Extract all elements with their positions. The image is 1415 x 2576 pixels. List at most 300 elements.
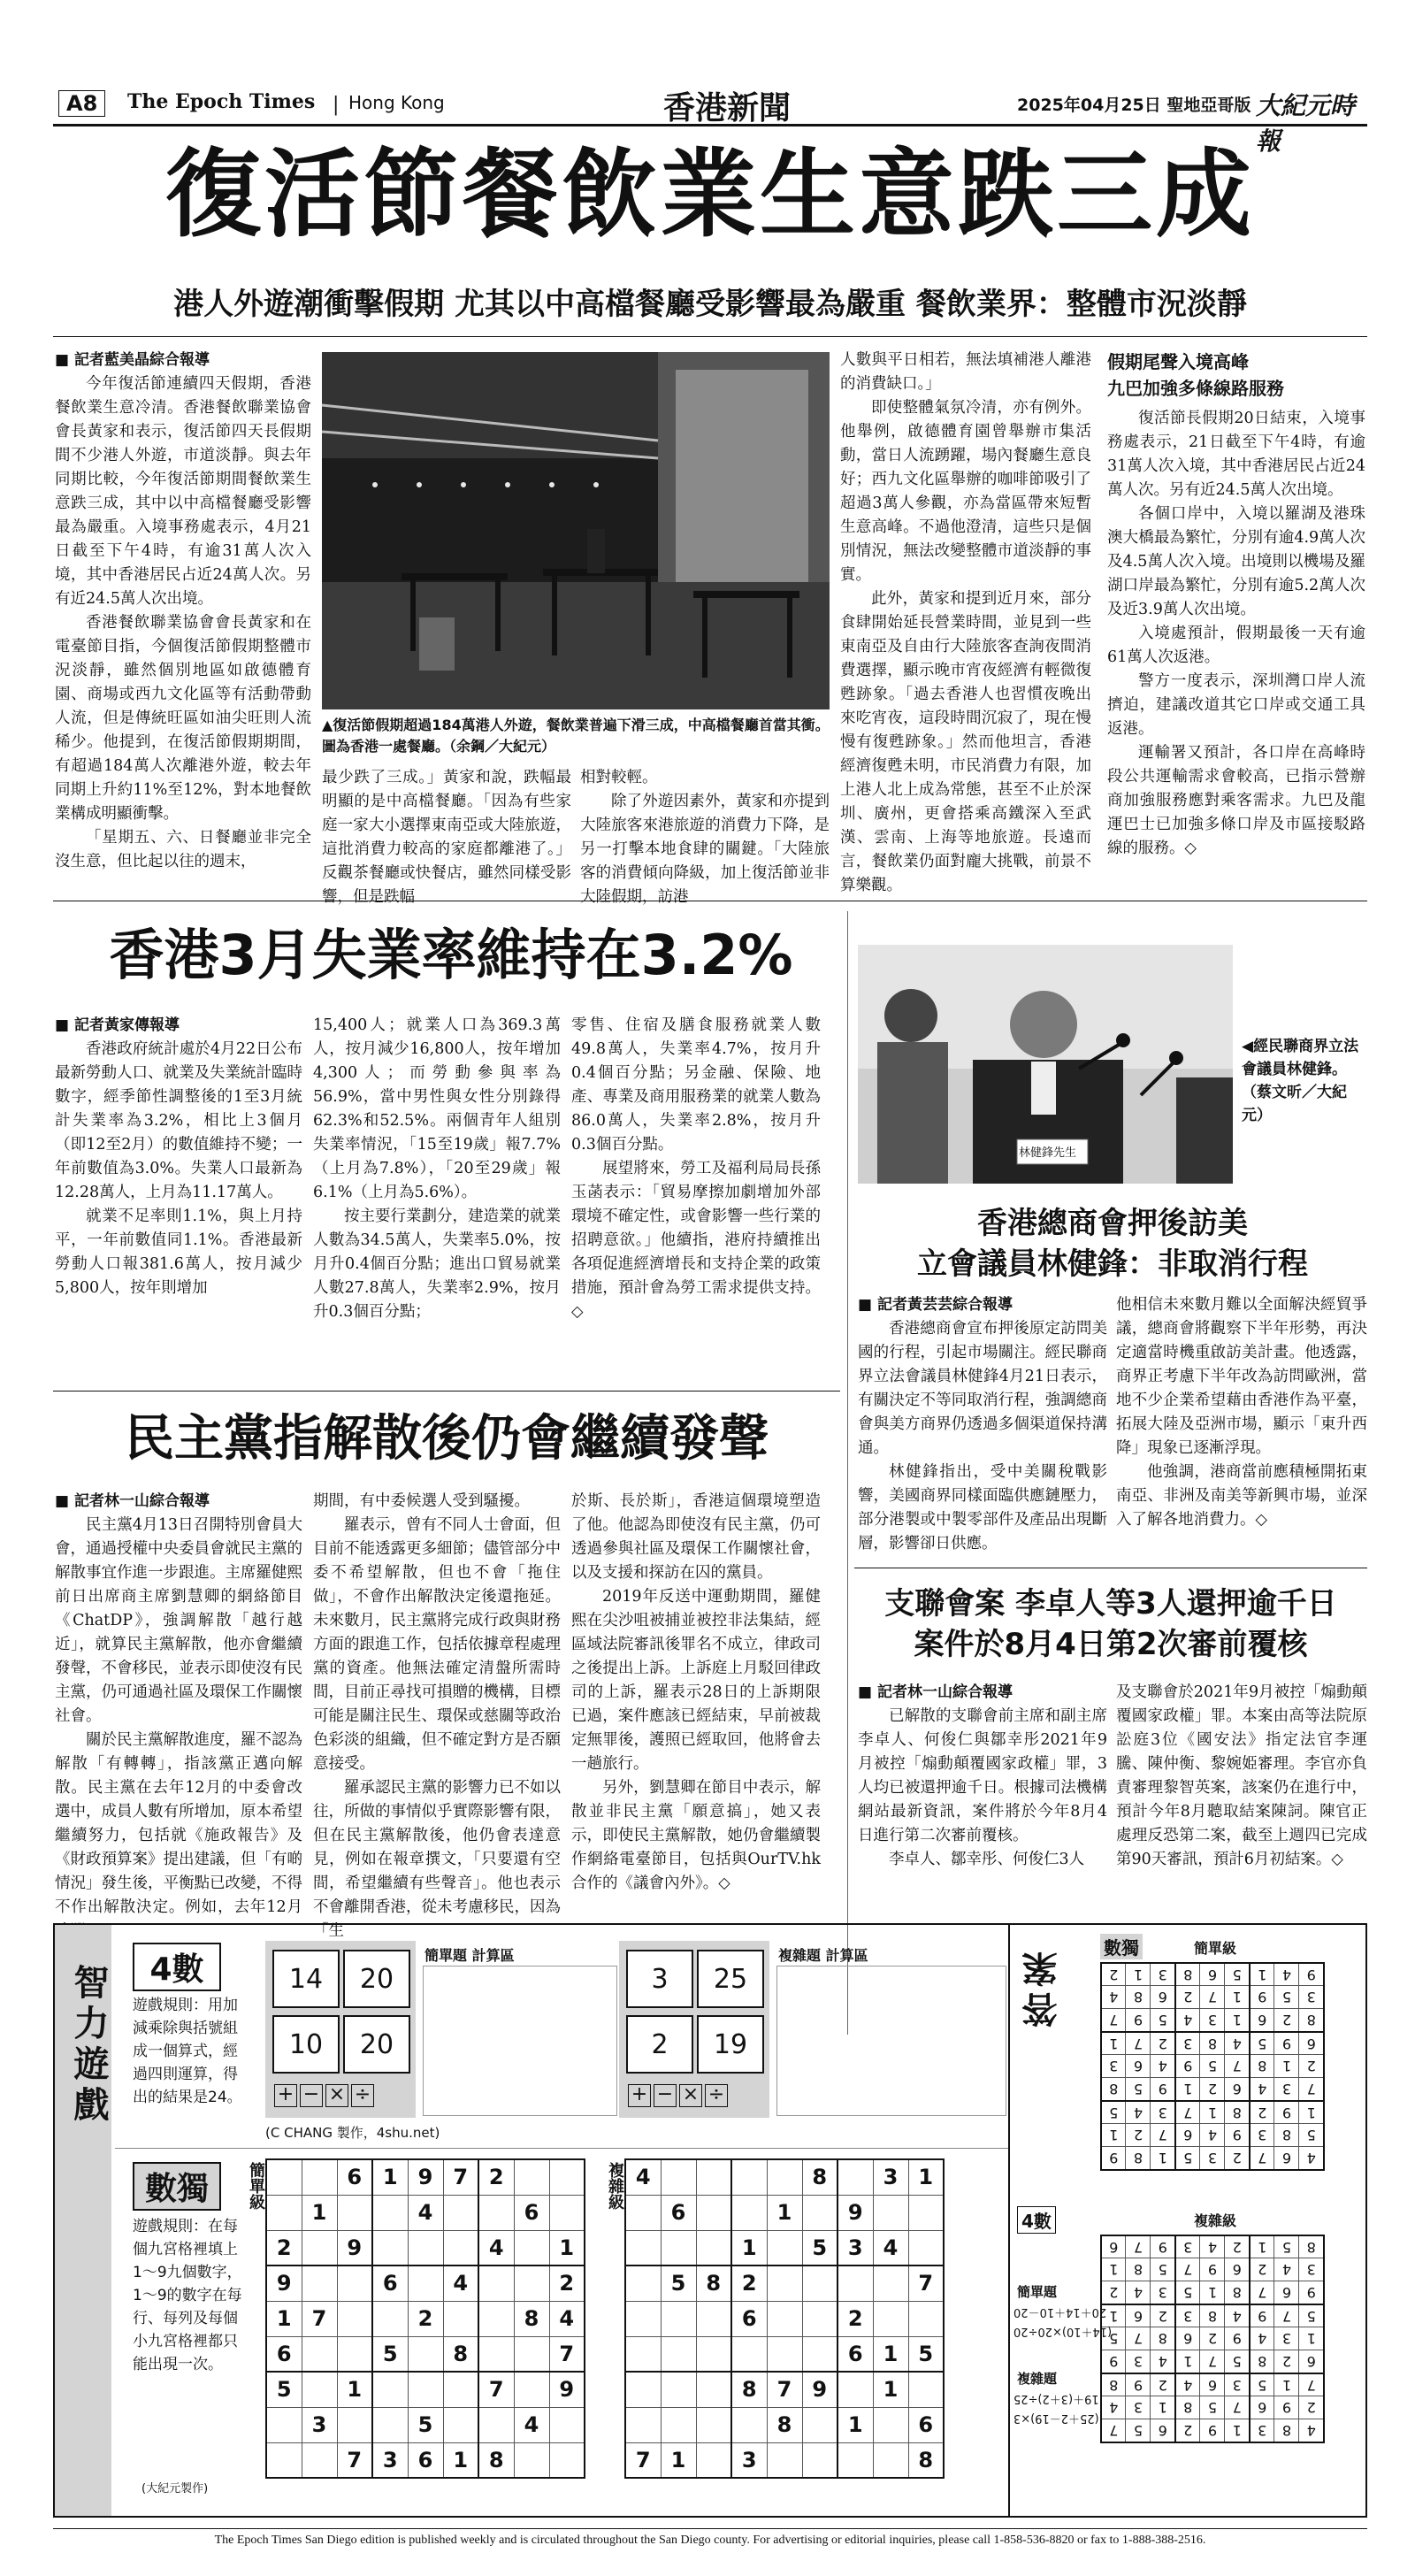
grid-cell: 5: [372, 2336, 408, 2372]
grid-cell: 5: [1126, 2078, 1151, 2101]
grid-cell: 3: [1299, 1986, 1324, 2009]
grid-cell: 1: [1175, 2078, 1200, 2101]
story1-text-4: 人數與平日相若，無法填補港人離港的消費缺口。」 即使整體氣氛冷清，亦有例外。他舉例，啟德體育園曾舉辦市集活動，當日人流踴躍，場內餐廳生意良好；西九文化區舉辦的咖啡節吸引了超過3萬人參觀，亦為當區帶來短暫生意高峰。不過他澄清，這些只是個別情況，無法改變整體市道淡靜的事實。 此外，黃家和提到近月來，部分食肆開始延長營業時間，並見到一些東南亞及自由行大陸旅客查詢夜間消費選擇，顯示晚市宵夜經濟有輕微復甦跡象。「過去香港人也習慣夜晚出來吃宵夜，這段時間沉寂了，現在慢慢有復甦跡象。」然而他坦言，香港經濟復甦未明，市民消費力有限，加上港人北上成為常態，甚至不止於深圳、廣州，更會搭乘高鐵深入至武漢、雲南、上海等地旅遊。長遠而言，餐飲業仍面對龐大挑戰，前景不算樂觀。: [840, 351, 1091, 894]
grid-cell: 5: [1299, 2304, 1324, 2327]
grid-cell: 4: [1200, 2235, 1225, 2258]
grid-cell: 7: [1101, 2009, 1126, 2032]
grid-cell[interactable]: [372, 2230, 408, 2266]
grid-cell[interactable]: [661, 2407, 696, 2442]
grid-row: [1101, 2281, 1324, 2304]
grid-cell[interactable]: [731, 2336, 767, 2372]
grid-cell: 3: [1126, 2396, 1151, 2419]
grid-cell[interactable]: [767, 2301, 802, 2336]
hard-calc-label: 複雜題 計算區: [778, 1947, 868, 1964]
grid-cell: 1: [731, 2230, 767, 2266]
grid-cell: 3: [1126, 2350, 1151, 2373]
grid-cell[interactable]: [767, 2336, 802, 2372]
grid-cell[interactable]: [661, 2336, 696, 2372]
answer-hard-grid: [1100, 2235, 1325, 2443]
story1-headline: 復活節餐飲業生意跌三成: [164, 139, 1255, 250]
grid-cell[interactable]: [266, 2195, 302, 2230]
grid-cell: 7: [1299, 2078, 1324, 2101]
grid-cell[interactable]: [731, 2195, 767, 2230]
grid-cell: 2: [1101, 1963, 1126, 1986]
grid-cell[interactable]: [408, 2230, 443, 2266]
grid-cell: 1: [1274, 2055, 1299, 2078]
grid-cell: 2: [1250, 2101, 1274, 2124]
grid-cell[interactable]: [908, 2301, 944, 2336]
grid-row: [625, 2266, 944, 2301]
grid-cell[interactable]: [625, 2336, 661, 2372]
grid-cell: 6: [514, 2195, 549, 2230]
grid-cell: 7: [302, 2301, 337, 2336]
grid-cell: 6: [1126, 2055, 1151, 2078]
grid-cell: 4: [1126, 2281, 1151, 2304]
grid-cell: 7: [767, 2372, 802, 2407]
ans-sudoku-label: 數獨: [1100, 1934, 1143, 1959]
grid-cell: 6: [1175, 2327, 1200, 2350]
grid-cell: 5: [1101, 2327, 1126, 2350]
grid-cell: 1: [1151, 2147, 1175, 2170]
grid-cell: 8: [1175, 1963, 1200, 1986]
grid-cell: 3: [1101, 2055, 1126, 2078]
grid-cell: 3: [1274, 2327, 1299, 2350]
grid-cell[interactable]: [443, 2407, 478, 2442]
grid-cell: 5: [1274, 1986, 1299, 2009]
grid-cell[interactable]: [661, 2159, 696, 2195]
page-number: A8: [58, 90, 105, 117]
grid-cell: 8: [1274, 2419, 1299, 2442]
times-icon: ×: [679, 2084, 702, 2107]
grid-cell: 3: [302, 2407, 337, 2442]
grid-row: [266, 2159, 585, 2195]
answer-easy-grid: [1100, 1962, 1325, 2171]
grid-cell[interactable]: [514, 2372, 549, 2407]
story1-subhead-rule: [53, 336, 1367, 337]
grid-cell: 6: [1200, 2373, 1225, 2396]
grid-cell[interactable]: [549, 2442, 585, 2478]
grid-cell[interactable]: [908, 2195, 944, 2230]
grid-cell: 2: [1175, 1986, 1200, 2009]
sudoku-rules: 遊戲規則：在每個九宮格裡填上1～9九個數字，1～9的數字在每行、每列及每個小九宮格裡都只能出現一次。: [133, 2218, 242, 2373]
grid-cell: 2: [1225, 2147, 1250, 2170]
story3-col1: [858, 1293, 1107, 1559]
grid-cell: 2: [478, 2159, 514, 2195]
story5-text-1: 已解散的支聯會前主席和副主席李卓人、何俊仁與鄒幸彤2021年9月被控「煽動顛覆國家政權」罪，3人均已被還押逾千日。根據司法機構網站最新資訊，案件將於今年8月4日進行第二次審前覆核。 李卓人、鄒幸彤、何俊仁3人: [858, 1707, 1107, 1868]
grid-cell: 5: [1250, 2373, 1274, 2396]
grid-cell[interactable]: [696, 2372, 731, 2407]
story1-byline: ■ 記者藍美晶綜合報導: [55, 349, 311, 372]
story1-photo-caption: ▲復活節假期超過184萬港人外遊，餐飲業普遍下滑三成，中高檔餐廳首當其衝。圖為香港一處餐廳。（余鋼／大紀元）: [322, 717, 830, 755]
grid-row: [1101, 2147, 1324, 2170]
grid-cell: 7: [1126, 2235, 1151, 2258]
grid-cell[interactable]: [908, 2230, 944, 2266]
grid-cell: 4: [478, 2230, 514, 2266]
grid-cell: 1: [908, 2159, 944, 2195]
grid-cell[interactable]: [302, 2230, 337, 2266]
answer-label: 答案: [1022, 1946, 1063, 2028]
grid-cell[interactable]: [549, 2407, 585, 2442]
grid-cell[interactable]: [302, 2372, 337, 2407]
grid-cell[interactable]: [873, 2195, 908, 2230]
grid-cell[interactable]: [443, 2372, 478, 2407]
sudoku-credit: (大紀元製作): [142, 2482, 209, 2496]
grid-cell[interactable]: [661, 2230, 696, 2266]
grid-cell: 4: [443, 2266, 478, 2301]
grid-row: [1101, 2078, 1324, 2101]
story1-text-3: 相對較輕。 除了外遊因素外，黃家和亦提到大陸旅客來港旅遊的消費力下降，是另一打擊本地食肆的關鍵。「大陸旅客的消費傾向降級，加上復活節並非大陸假期，訪港: [580, 769, 830, 906]
grid-cell[interactable]: [302, 2336, 337, 2372]
grid-cell[interactable]: [802, 2266, 838, 2301]
grid-cell: 6: [372, 2266, 408, 2301]
grid-cell: 7: [1175, 2101, 1200, 2124]
easy-operators: [274, 2084, 377, 2107]
grid-cell[interactable]: [625, 2266, 661, 2301]
grid-cell: 6: [266, 2336, 302, 2372]
grid-cell: 2: [1299, 2055, 1324, 2078]
hard-number-3: 2: [626, 2015, 693, 2074]
grid-cell: 6: [1250, 2009, 1274, 2032]
grid-cell[interactable]: [873, 2407, 908, 2442]
grid-cell[interactable]: [337, 2407, 372, 2442]
grid-cell[interactable]: [372, 2195, 408, 2230]
grid-cell[interactable]: [514, 2336, 549, 2372]
grid-cell[interactable]: [408, 2372, 443, 2407]
plus-icon: +: [274, 2084, 297, 2107]
grid-cell: 2: [549, 2266, 585, 2301]
grid-cell[interactable]: [873, 2301, 908, 2336]
grid-cell: 2: [1200, 2327, 1225, 2350]
grid-cell: 8: [908, 2442, 944, 2478]
story2-byline: ■ 記者黃家傳報導: [55, 1014, 302, 1038]
grid-row: [266, 2407, 585, 2442]
grid-cell: 9: [408, 2159, 443, 2195]
grid-cell: 9: [1101, 2147, 1126, 2170]
grid-row: [266, 2195, 585, 2230]
grid-cell: 7: [478, 2372, 514, 2407]
grid-cell: 2: [1274, 2350, 1299, 2373]
puzzle-section-label: 智力遊戲: [68, 1964, 109, 2127]
masthead-name: The Epoch Times: [127, 90, 316, 113]
grid-cell[interactable]: [838, 2159, 873, 2195]
ans-four-easy-1: 20＋14＋10－20: [1013, 2305, 1107, 2319]
grid-cell: 5: [1175, 2147, 1200, 2170]
grid-cell: 6: [1225, 2258, 1250, 2281]
grid-cell[interactable]: [838, 2372, 873, 2407]
grid-cell[interactable]: [302, 2159, 337, 2195]
story3-photo: [858, 945, 1233, 1184]
grid-cell: 5: [1225, 1963, 1250, 1986]
grid-cell: 7: [1200, 2350, 1225, 2373]
grid-cell: 2: [1200, 2078, 1225, 2101]
grid-cell[interactable]: [873, 2442, 908, 2478]
grid-cell: 2: [266, 2230, 302, 2266]
grid-cell: 5: [661, 2266, 696, 2301]
grid-cell[interactable]: [802, 2195, 838, 2230]
sudoku-easy-grid[interactable]: [265, 2158, 585, 2479]
grid-cell[interactable]: [337, 2301, 372, 2336]
grid-cell: 4: [873, 2230, 908, 2266]
grid-cell[interactable]: [266, 2442, 302, 2478]
grid-row: [625, 2301, 944, 2336]
grid-row: [1101, 1963, 1324, 1986]
story4-text-2: 期間，有中委候選人受到騷擾。 羅表示，曾有不同人士會面，但目前不能透露更多細節；儘管部分中委不希望解散，但也不會「拖住做」，不會作出解散決定後還拖延。未來數月，民主黨將完成行政與財務方面的跟進工作，包括依據章程處理黨的資產。他無法確定清盤所需時間，目前正尋找可損贈的機構，目標可能是關注民生、環保或慈關等政治色彩淡的組織，但不確定對方是否願意接受。 羅承認民主黨的影響力已不如以往，所做的事情似乎實際影響有限，但在民主黨解散後，他仍會表達意見，例如在報章撰文，「只要還有空間，希望繼續有些聲音」。他也表示不會離開香港，從未考慮移民，因為「生: [313, 1492, 561, 1940]
grid-cell: 4: [1126, 2101, 1151, 2124]
ans-four-label: 4數: [1017, 2206, 1056, 2234]
grid-row: [1101, 2258, 1324, 2281]
grid-cell: 1: [1225, 2419, 1250, 2442]
grid-cell: 1: [1274, 2373, 1299, 2396]
grid-cell[interactable]: [908, 2372, 944, 2407]
hard-calc-area[interactable]: [776, 1966, 1006, 2116]
story4-text-1: 民主黨4月13日召開特別會員大會，通過授權中央委員會就民主黨的解散事宜作進一步跟進。主席羅健熙前日出席商主席劉慧卿的網絡節目《ChatDP》，強調解散「越行越近」，就算民主黨解散，他亦會繼續發聲，不會移民，並表示即使沒有民主黨，仍可通過社區及環保工作關懷社會。 關於民主黨解散進度，羅不認為解散「有轉轉」，指該黨正邁向解散。民主黨在去年12月的中委會改選中，成員人數有所增加，原本希望繼續努力，包括就《施政報告》及《財政預算案》提出建議，但「有啲情況」發生後，平衡點已改變，不得不作出解散決定。例如，去年12月: [55, 1516, 302, 1916]
grid-cell: 7: [1250, 2281, 1274, 2304]
grid-cell: 7: [337, 2442, 372, 2478]
grid-cell[interactable]: [696, 2407, 731, 2442]
grid-cell: 2: [408, 2301, 443, 2336]
grid-cell[interactable]: [625, 2195, 661, 2230]
grid-cell: 9: [1200, 2258, 1225, 2281]
story4-byline: ■ 記者林一山綜合報導: [55, 1490, 302, 1514]
puzzle-mid-rule: [115, 2148, 1008, 2149]
grid-cell: 3: [1200, 2009, 1225, 2032]
grid-cell: 1: [767, 2195, 802, 2230]
story4-headline: 民主黨指解散後仍會繼續發聲: [125, 1410, 769, 1468]
grid-cell[interactable]: [478, 2266, 514, 2301]
grid-cell: 1: [337, 2372, 372, 2407]
grid-cell: 6: [337, 2159, 372, 2195]
grid-cell: 4: [625, 2159, 661, 2195]
hard-number-2: 25: [697, 1950, 764, 2008]
easy-number-3: 10: [272, 2015, 340, 2074]
grid-cell: 8: [696, 2266, 731, 2301]
grid-cell[interactable]: [625, 2407, 661, 2442]
grid-cell: 5: [408, 2407, 443, 2442]
grid-cell[interactable]: [625, 2372, 661, 2407]
ans-four-easy-2: (14＋10)×20÷20: [1013, 2325, 1113, 2338]
grid-cell: 6: [661, 2195, 696, 2230]
grid-cell: 9: [1250, 1986, 1274, 2009]
grid-cell: 5: [908, 2336, 944, 2372]
grid-cell: 4: [1274, 1963, 1299, 1986]
divide-icon: ÷: [705, 2084, 728, 2107]
grid-cell[interactable]: [767, 2159, 802, 2195]
grid-cell: 5: [1151, 2009, 1175, 2032]
grid-cell: 9: [1126, 2373, 1151, 2396]
easy-calc-label: 簡單題 計算區: [424, 1947, 515, 1964]
grid-cell: 1: [302, 2195, 337, 2230]
footer-rule: [53, 2528, 1367, 2529]
header-rule: [53, 124, 1367, 126]
grid-cell: 1: [873, 2372, 908, 2407]
grid-cell: 7: [1299, 2373, 1324, 2396]
grid-cell[interactable]: [337, 2266, 372, 2301]
grid-cell[interactable]: [625, 2301, 661, 2336]
grid-row: [266, 2230, 585, 2266]
grid-cell: 4: [1151, 2055, 1175, 2078]
grid-row: [1101, 2032, 1324, 2055]
minus-icon: −: [300, 2084, 323, 2107]
grid-cell: 6: [1126, 2304, 1151, 2327]
grid-row: [625, 2195, 944, 2230]
grid-cell[interactable]: [514, 2159, 549, 2195]
grid-cell[interactable]: [337, 2195, 372, 2230]
story5-headline-2: 案件於8月4日第2次審前覆核: [914, 1627, 1308, 1662]
grid-cell[interactable]: [731, 2407, 767, 2442]
grid-cell[interactable]: [478, 2301, 514, 2336]
grid-cell[interactable]: [731, 2159, 767, 2195]
grid-cell[interactable]: [696, 2336, 731, 2372]
story5-headline-1: 支聯會案 李卓人等3人還押逾千日: [884, 1586, 1337, 1622]
grid-cell: 8: [731, 2372, 767, 2407]
grid-cell[interactable]: [696, 2301, 731, 2336]
grid-cell: 3: [1151, 2281, 1175, 2304]
grid-cell[interactable]: [514, 2442, 549, 2478]
grid-cell: 9: [1274, 2032, 1299, 2055]
grid-cell: 8: [443, 2336, 478, 2372]
grid-cell: 1: [1175, 2350, 1200, 2373]
grid-cell[interactable]: [549, 2159, 585, 2195]
grid-cell: 1: [266, 2301, 302, 2336]
grid-cell: 1: [549, 2230, 585, 2266]
grid-cell: 8: [802, 2159, 838, 2195]
grid-cell: 2: [1299, 2396, 1324, 2419]
grid-cell: 1: [838, 2407, 873, 2442]
grid-cell: 5: [1175, 2281, 1200, 2304]
sudoku-easy-label: 簡單級: [247, 2162, 265, 2210]
grid-cell: 6: [1299, 2032, 1324, 2055]
grid-cell[interactable]: [443, 2301, 478, 2336]
grid-cell[interactable]: [873, 2266, 908, 2301]
grid-cell: 1: [1225, 2009, 1250, 2032]
grid-cell: 9: [1225, 2124, 1250, 2147]
story5-text-2: 及支聯會於2021年9月被控「煽動顛覆國家政權」罪。本案由高等法院原訟庭3位《國安法》指定法官李運騰、陳仲衡、黎婉姫審理。李官亦負責審理黎智英案，該案仍在進行中，預計今年8月聽取結案陳詞。陳官正處理反恐第二案，截至上週四已完成第90天審訊，預計6月初結案。◇: [1116, 1683, 1367, 1868]
grid-cell: 8: [1225, 2101, 1250, 2124]
grid-cell: 8: [1175, 2396, 1200, 2419]
grid-cell: 1: [1151, 2396, 1175, 2419]
grid-cell[interactable]: [372, 2407, 408, 2442]
grid-cell[interactable]: [266, 2407, 302, 2442]
grid-cell[interactable]: [302, 2266, 337, 2301]
grid-cell: 7: [1175, 2258, 1200, 2281]
grid-cell: 9: [802, 2372, 838, 2407]
grid-cell[interactable]: [372, 2301, 408, 2336]
grid-cell[interactable]: [696, 2159, 731, 2195]
grid-cell[interactable]: [661, 2372, 696, 2407]
grid-cell: 8: [1250, 2055, 1274, 2078]
grid-cell[interactable]: [372, 2372, 408, 2407]
grid-cell: 6: [1250, 2396, 1274, 2419]
grid-cell[interactable]: [514, 2266, 549, 2301]
grid-cell: 3: [1274, 2078, 1299, 2101]
grid-cell: 2: [1274, 2009, 1299, 2032]
grid-cell[interactable]: [802, 2442, 838, 2478]
story1-subhead: 港人外遊潮衝擊假期 尤其以中高檔餐廳受影響最為嚴重 餐飲業界：整體市況淡靜: [173, 287, 1247, 322]
sudoku-hard-label: 複雜級: [606, 2162, 624, 2210]
sudoku-hard-grid[interactable]: [624, 2158, 945, 2479]
story2-headline: 香港3月失業率維持在3.2%: [109, 923, 793, 987]
ans-four-hard-label: 複雜題: [1017, 2371, 1058, 2387]
grid-cell[interactable]: [408, 2336, 443, 2372]
grid-cell: 1: [661, 2442, 696, 2478]
divide-icon: ÷: [351, 2084, 374, 2107]
grid-cell: 3: [1151, 1963, 1175, 1986]
grid-cell[interactable]: [838, 2442, 873, 2478]
grid-cell: 7: [908, 2266, 944, 2301]
story2-text-1: 香港政府統計處於4月22日公布最新勞動人口、就業及失業統計臨時數字，經季節性調整後的1至3月統計失業率為3.2%，相比上3個月（即12至2月）的數值維持不變；一年前數值為3.0%。失業人口最新為12.28萬人，上月為11.17萬人。 就業不足率則1.1%，與上月持平，一年前數值同1.1%。香港最新勞動人口報381.6萬人，按月減少5,800人，按年則增加: [55, 1040, 302, 1297]
grid-cell[interactable]: [696, 2230, 731, 2266]
grid-cell[interactable]: [266, 2159, 302, 2195]
grid-cell[interactable]: [802, 2336, 838, 2372]
grid-cell[interactable]: [696, 2195, 731, 2230]
grid-cell: 9: [1200, 2419, 1225, 2442]
grid-cell: 7: [1151, 2124, 1175, 2147]
grid-cell[interactable]: [696, 2442, 731, 2478]
grid-cell: 5: [266, 2372, 302, 2407]
ans-four-hard-2: (25＋2－19)×3: [1013, 2411, 1099, 2425]
grid-cell[interactable]: [408, 2266, 443, 2301]
grid-cell[interactable]: [661, 2301, 696, 2336]
hard-operators: [628, 2084, 730, 2107]
grid-cell: 6: [1274, 2281, 1299, 2304]
grid-cell[interactable]: [443, 2230, 478, 2266]
grid-cell[interactable]: [514, 2230, 549, 2266]
grid-cell[interactable]: [302, 2442, 337, 2478]
grid-cell: 5: [802, 2230, 838, 2266]
story5-col1: [858, 1681, 1107, 1902]
grid-cell: 4: [1175, 2373, 1200, 2396]
grid-cell: 2: [1250, 2258, 1274, 2281]
story4-col1: [55, 1490, 302, 1916]
grid-cell[interactable]: [478, 2407, 514, 2442]
grid-cell: 4: [408, 2195, 443, 2230]
grid-cell[interactable]: [549, 2195, 585, 2230]
ans-four-easy-label: 簡單題: [1017, 2284, 1058, 2300]
times-icon: ×: [325, 2084, 348, 2107]
grid-cell: 7: [1101, 2419, 1126, 2442]
grid-cell[interactable]: [767, 2266, 802, 2301]
grid-cell[interactable]: [838, 2266, 873, 2301]
grid-cell: 8: [1101, 2373, 1126, 2396]
grid-cell: 6: [731, 2301, 767, 2336]
grid-cell: 8: [1126, 2147, 1151, 2170]
hard-number-4: 19: [697, 2015, 764, 2074]
grid-cell: 3: [1225, 2373, 1250, 2396]
issue-date: 2025年04月25日 聖地亞哥版: [1017, 96, 1251, 115]
grid-cell: 9: [1225, 2327, 1250, 2350]
sidebar-text: 復活節長假期20日結束，入境事務處表示，21日截至下午4時，有逾31萬人次入境，其中香港居民占近24萬人次。另有近24.5萬人次出境。 各個口岸中，入境以羅湖及港珠澳大橋最為繁忙，分別有逾4.9萬人次及4.5萬人次入境。出境則以機場及羅湖口岸最為繁忙，分別有逾5.2萬人次及近3.9萬人次出境。 入境處預計，假期最後一天有逾61萬人次返港。 警方一度表示，深圳灣口岸人流擠迫，建議改道其它口岸或交通工具返港。 運輸署又預計，各口岸在高峰時段公共運輸需求會較高，已指示營辦商加強服務應對乘客需求。九巴及龍運巴士已加強多條口岸及市區接駁路線的服務。◇: [1107, 410, 1365, 857]
grid-cell[interactable]: [478, 2195, 514, 2230]
grid-cell[interactable]: [625, 2230, 661, 2266]
grid-cell[interactable]: [478, 2336, 514, 2372]
grid-cell: 3: [1250, 2124, 1274, 2147]
grid-cell[interactable]: [767, 2230, 802, 2266]
grid-cell: 9: [549, 2372, 585, 2407]
grid-row: [266, 2336, 585, 2372]
grid-row: [1101, 2396, 1324, 2419]
grid-cell: 2: [1101, 2281, 1126, 2304]
grid-cell[interactable]: [802, 2301, 838, 2336]
easy-calc-area[interactable]: [423, 1966, 617, 2116]
grid-cell[interactable]: [802, 2407, 838, 2442]
grid-cell[interactable]: [443, 2195, 478, 2230]
story4-text-3: 於斯、長於斯」，香港這個環境塑造了他。他認為即使沒有民主黨，仍可透過參與社區及環保工作關懷社會，以及支援和探訪在囚的黨員。 2019年反送中運動期間，羅健熙在尖沙咀被捕並被控非法集結，經區域法院審訊後罪名不成立，律政司之後提出上訴。上訴庭上月駁回律政司的上訴，羅表示28日的上訴期限已過，案件應該已經結束，早前被裁定無罪後，護照已經取回，他將會去一趟旅行。 另外，劉慧卿在節目中表示，解散並非民主黨「願意搞」，她又表示，即使民主黨解散，她仍會繼續製作網絡電臺節目，包括與OurTV.hk合作的《議會內外》。◇: [571, 1492, 821, 1892]
grid-cell: 1: [1299, 2327, 1324, 2350]
grid-row: [1101, 2009, 1324, 2032]
footer-text: The Epoch Times San Diego edition is published weekly and is circulated throughout the San Diego county. For advertising or editorial inquiries, please call 1-858-536-8820 or fax to 1-888-388-2516.: [214, 2534, 1206, 2547]
grid-cell[interactable]: [767, 2442, 802, 2478]
grid-cell[interactable]: [337, 2336, 372, 2372]
